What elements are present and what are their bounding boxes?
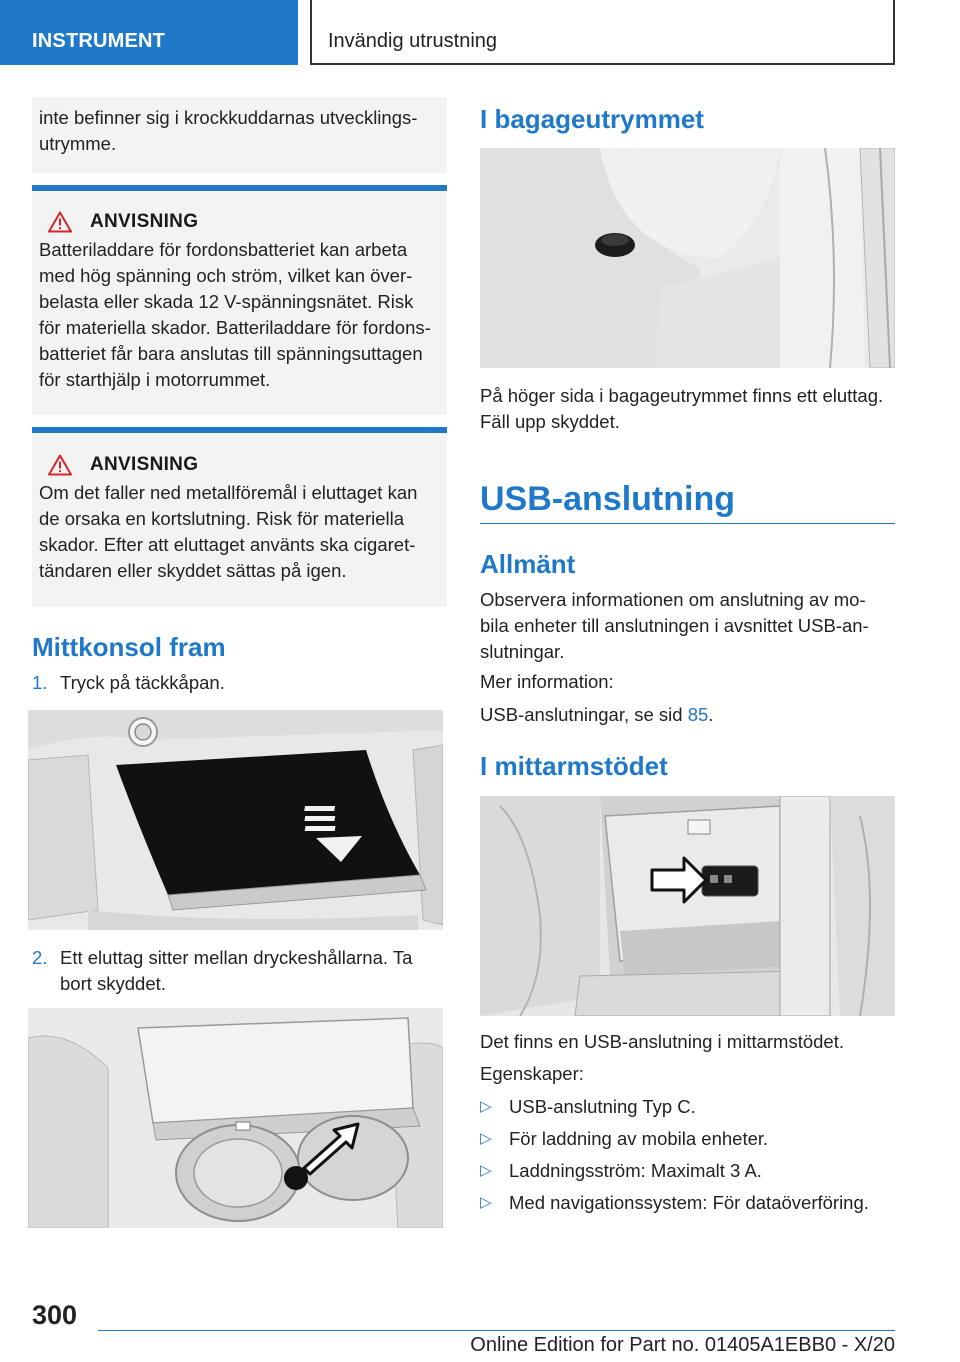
- warning-triangle-icon: [48, 454, 72, 476]
- footer-rule: [98, 1330, 895, 1331]
- heading-armrest: I mittarmstödet: [480, 751, 668, 781]
- warning-line: batteriet får bara anslutas till spänningsuttagen: [39, 343, 423, 364]
- general-text-line: Observera informationen om anslutning av mo-: [480, 589, 866, 610]
- more-info-label: Mer information:: [480, 671, 614, 692]
- usb-reference: [480, 702, 713, 728]
- bullet-triangle-icon: ▷: [480, 1098, 492, 1115]
- warning-line: med hög spänning och ström, vilket kan över-: [39, 265, 413, 286]
- step-text: Tryck på täckkåpan.: [60, 672, 225, 693]
- warning-box-socket: [32, 433, 447, 607]
- step-text-line: bort skyddet.: [60, 973, 166, 994]
- heading-center-console: Mittkonsol fram: [32, 632, 226, 662]
- page-number: 300: [32, 1300, 78, 1330]
- step-text-line: Ett eluttag sitter mellan dryckeshållarna. Ta: [60, 947, 413, 968]
- socket-cupholder-image: [28, 1008, 443, 1228]
- intro-note-box: [32, 97, 447, 173]
- bullet-triangle-icon: ▷: [480, 1194, 492, 1211]
- bullet-triangle-icon: ▷: [480, 1162, 492, 1179]
- general-text: [480, 587, 895, 665]
- trunk-text-line: Fäll upp skyddet.: [480, 411, 620, 432]
- chapter-title: Invändig utrustning: [310, 0, 895, 65]
- general-text-line: slutningar.: [480, 641, 565, 662]
- intro-note-line: utrymme.: [39, 133, 117, 154]
- warning-line: belasta eller skada 12 V-spänningsnätet. Risk: [39, 291, 414, 312]
- property-item: [480, 1126, 900, 1152]
- warning-line: skador. Efter att eluttaget använts ska cigaret-: [39, 534, 416, 555]
- page-reference-link[interactable]: 85: [687, 704, 709, 725]
- step-number: 1.: [32, 672, 48, 693]
- property-item: [480, 1094, 900, 1120]
- property-text: Laddningsström: Maximalt 3 A.: [509, 1160, 762, 1181]
- edition-text: Online Edition for Part no. 01405A1EBB0 - X/20: [470, 1334, 895, 1356]
- step-2: [32, 945, 447, 997]
- property-text: För laddning av mobila enheter.: [509, 1128, 769, 1149]
- heading-trunk: I bagageutrymmet: [480, 104, 704, 134]
- trunk-description: [480, 383, 900, 435]
- warning-triangle-icon: [48, 211, 72, 233]
- warning-line: Om det faller ned metallföremål i eluttaget kan: [39, 482, 418, 503]
- bullet-triangle-icon: ▷: [480, 1130, 492, 1147]
- heading-usb: USB-anslutning: [480, 480, 735, 518]
- section-tab: INSTRUMENT: [0, 0, 298, 65]
- general-text-line: bila enheter till anslutningen i avsnittet USB-an-: [480, 615, 869, 636]
- warning-title: ANVISNING: [90, 454, 199, 475]
- trunk-text-line: På höger sida i bagageutrymmet finns ett eluttag.: [480, 385, 884, 406]
- heading-rule: [480, 523, 895, 524]
- heading-general: Allmänt: [480, 549, 576, 579]
- reference-text: USB-anslutningar, se sid: [480, 704, 688, 725]
- step-1: [32, 670, 447, 696]
- property-text: USB-anslutning Typ C.: [509, 1096, 696, 1117]
- properties-label: Egenskaper:: [480, 1063, 584, 1084]
- step-number: 2.: [32, 947, 48, 968]
- warning-line: för materiella skador. Batteriladdare för fordons-: [39, 317, 431, 338]
- warning-line: Batteriladdare för fordonsbatteriet kan arbeta: [39, 239, 408, 260]
- armrest-description: Det finns en USB-anslutning i mittarmstödet.: [480, 1031, 844, 1052]
- property-text: Med navigationssystem: För dataöverföring.: [509, 1192, 869, 1213]
- property-item: [480, 1190, 900, 1216]
- reference-end: .: [708, 704, 714, 725]
- warning-line: de orsaka en kortslutning. Risk för materiella: [39, 508, 405, 529]
- warning-box-charger: [32, 191, 447, 415]
- property-item: [480, 1158, 900, 1184]
- center-console-cover-image: [28, 710, 443, 930]
- trunk-socket-image: [480, 148, 895, 368]
- intro-note-line: inte befinner sig i krockkuddarnas utvecklings-: [39, 107, 418, 128]
- warning-title: ANVISNING: [90, 211, 199, 232]
- armrest-usb-image: [480, 796, 895, 1016]
- warning-line: tändaren eller skyddet sättas på igen.: [39, 560, 347, 581]
- warning-line: för starthjälp i motorrummet.: [39, 369, 271, 390]
